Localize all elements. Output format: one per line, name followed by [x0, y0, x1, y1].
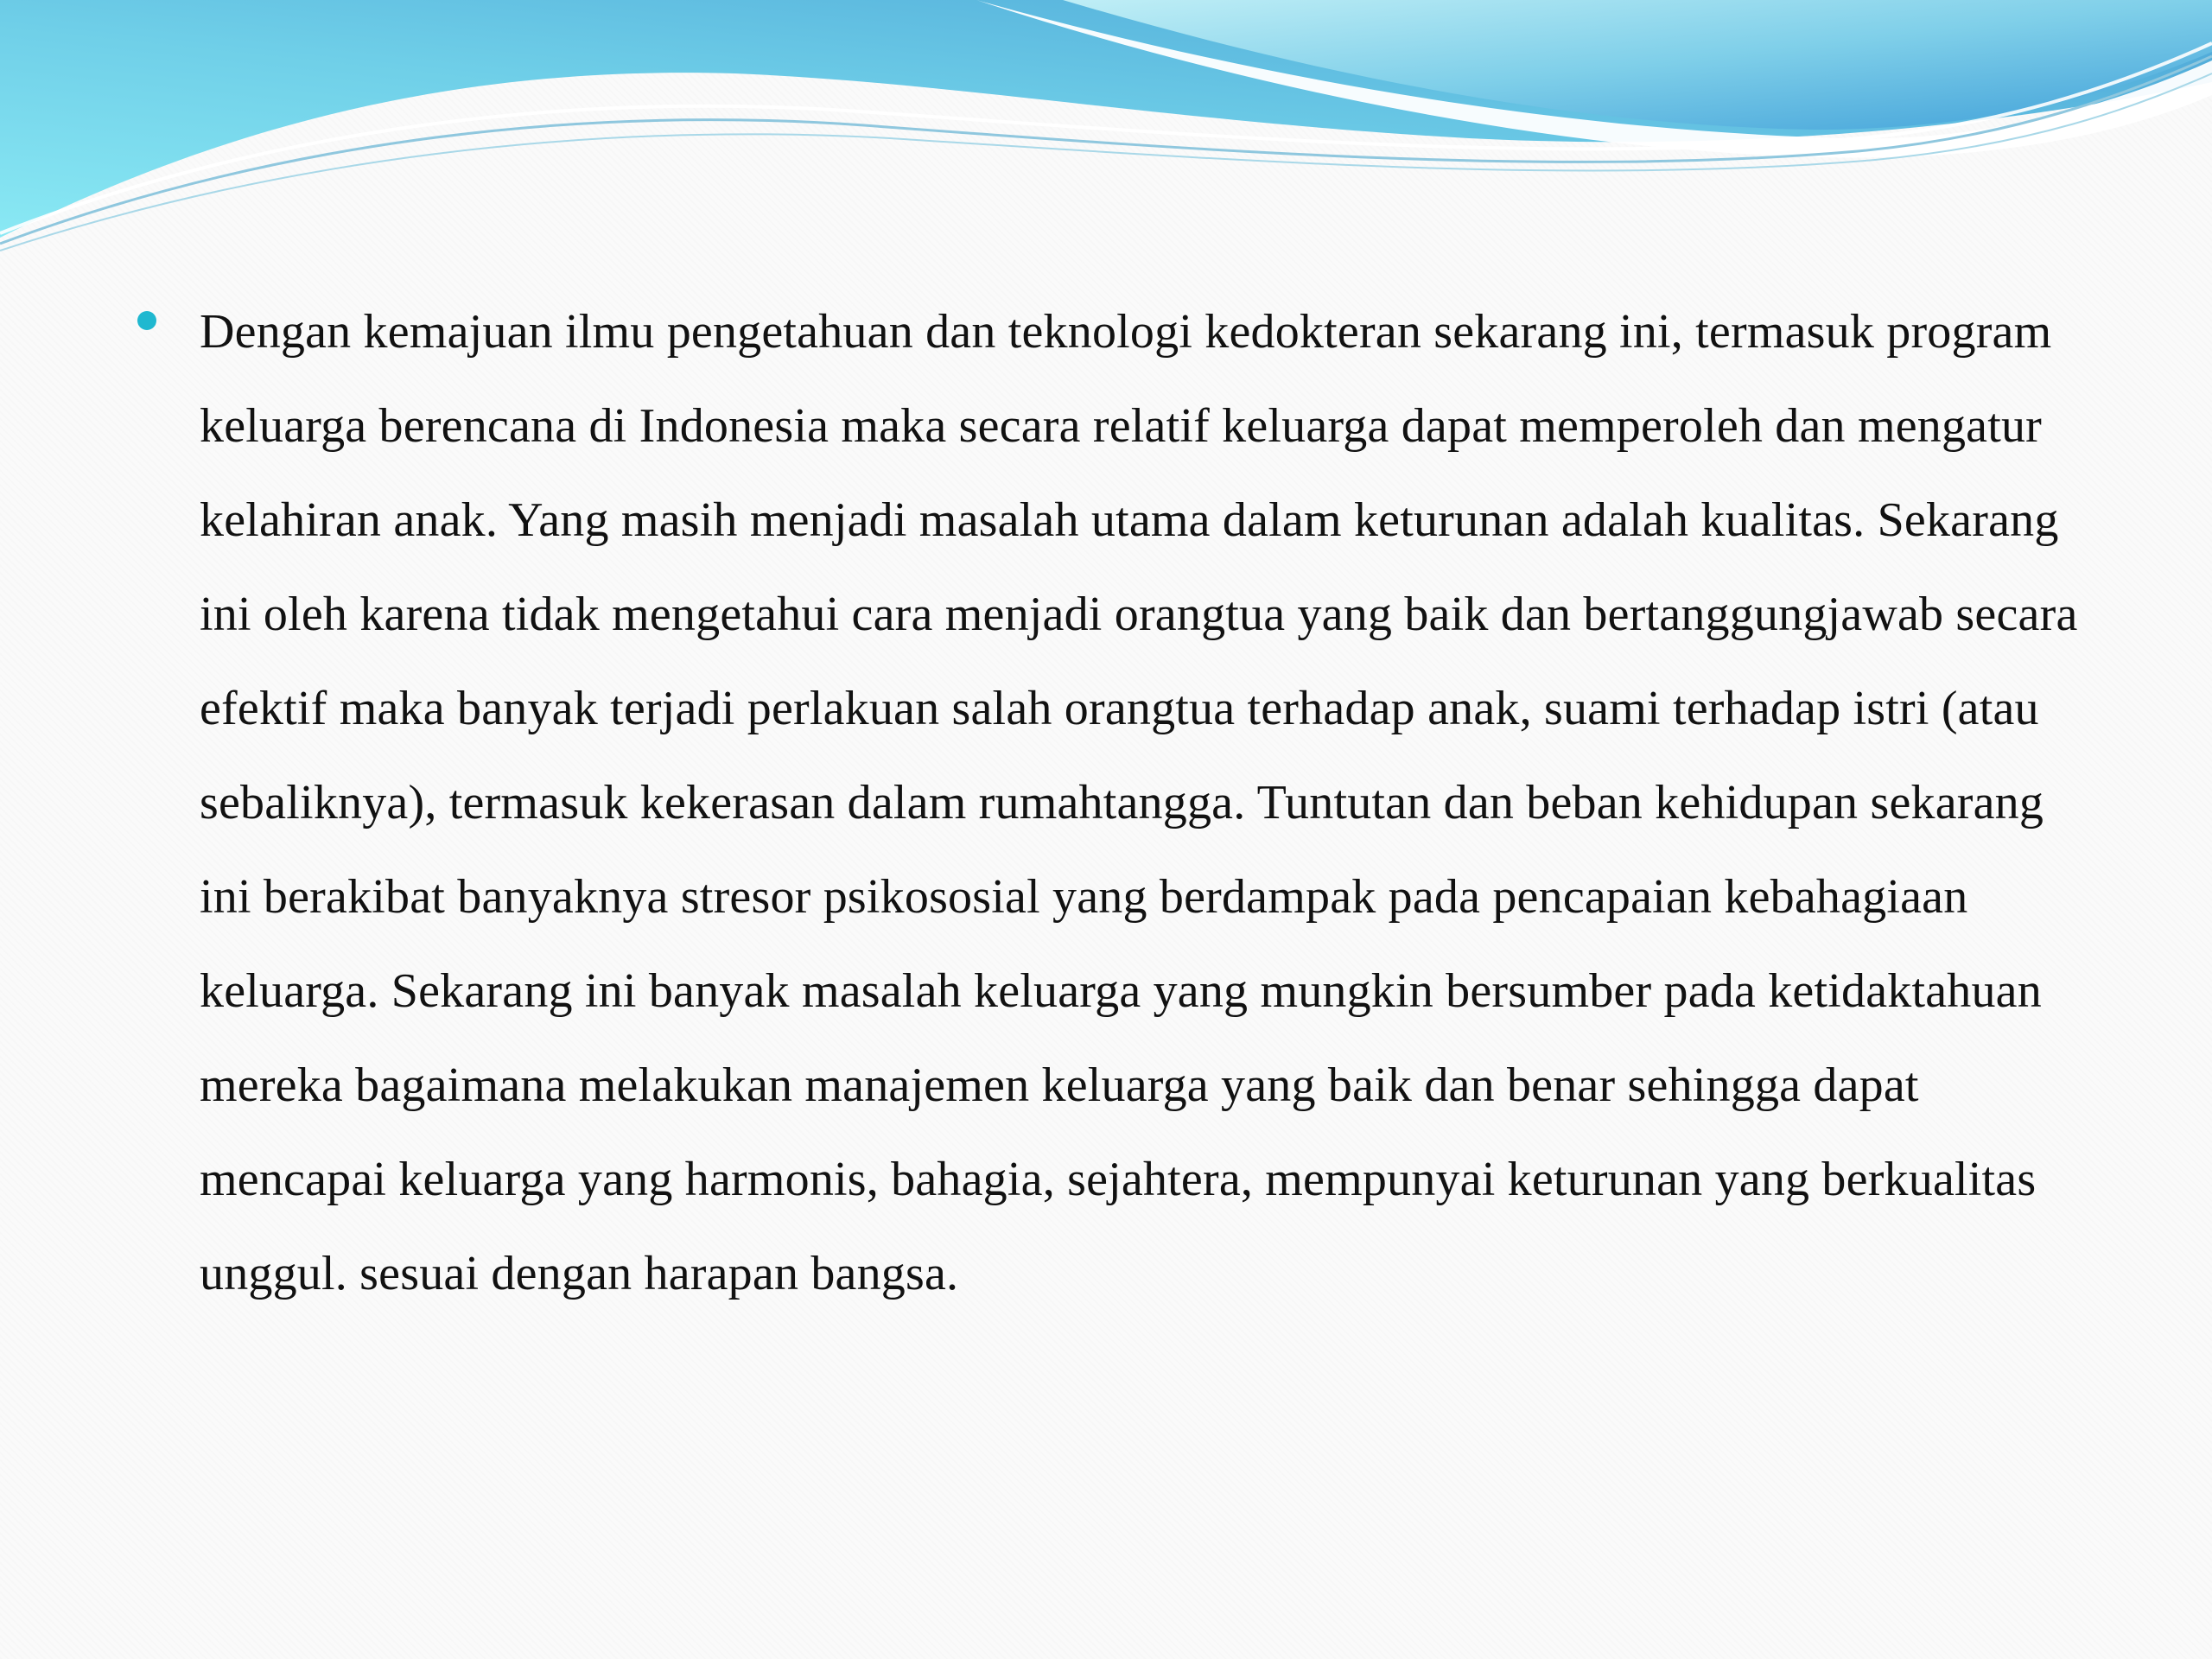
bullet-item	[130, 285, 2100, 1321]
slide-content	[130, 285, 2100, 1321]
bullet-dot-icon	[137, 311, 156, 330]
bullet-text: Dengan kemajuan ilmu pengetahuan dan teknologi kedokteran sekarang ini, termasuk program keluarga berencana di Indonesia maka secara relatif keluarga dapat memperoleh dan mengatur kelahiran anak. Yang masih menjadi masalah utama dalam keturunan adalah kualitas. Sekarang ini oleh karena tidak mengetahui cara menjadi orangtua yang baik dan bertanggungjawab secara efektif maka banyak terjadi perlakuan salah orangtua terhadap anak, suami terhadap istri (atau sebaliknya), termasuk kekerasan dalam rumahtangga. Tuntutan dan beban kehidupan sekarang ini berakibat banyaknya stresor psikososial yang berdampak pada pencapaian kebahagiaan keluarga. Sekarang ini banyak masalah keluarga yang mungkin bersumber pada ketidaktahuan mereka bagaimana melakukan manajemen keluarga yang baik dan benar sehingga dapat mencapai keluarga yang harmonis, bahagia, sejahtera, mempunyai keturunan yang berkualitas unggul. sesuai dengan harapan bangsa.	[200, 305, 2078, 1300]
header-wave-decoration	[0, 0, 2212, 276]
